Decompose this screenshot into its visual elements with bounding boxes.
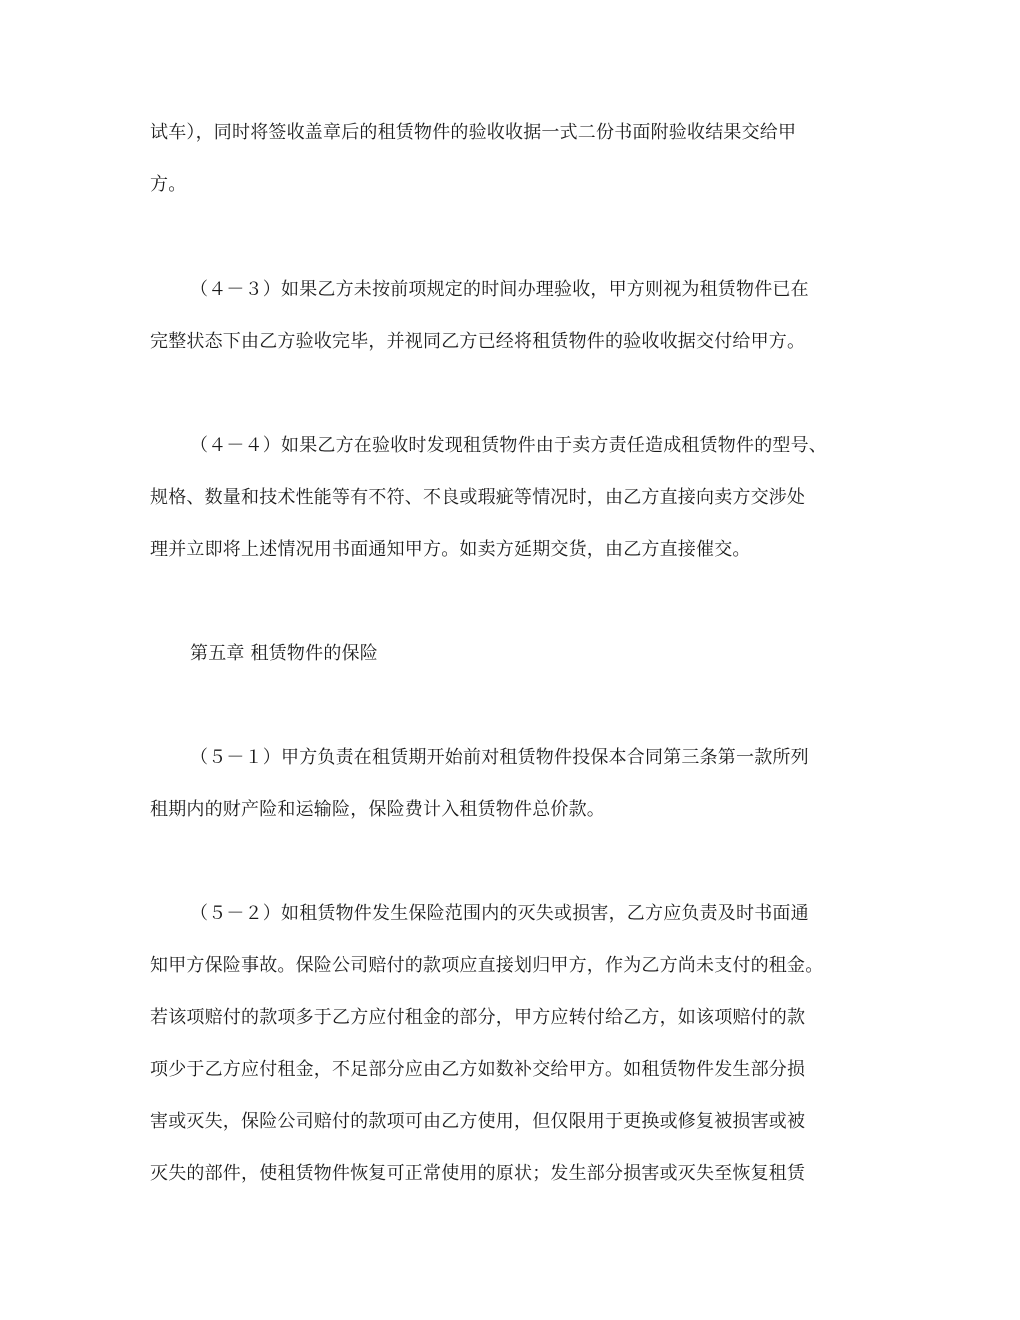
clause-4-4-line-3: 理并立即将上述情况用书面通知甲方。如卖方延期交货，由乙方直接催交。 (150, 539, 751, 560)
continuation-line-2: 方。 (150, 174, 187, 195)
clause-5-2-line-5: 害或灭失，保险公司赔付的款项可由乙方使用，但仅限用于更换或修复被损害或被 (150, 1111, 806, 1132)
chapter-5-title: 第五章 租赁物件的保险 (190, 643, 378, 664)
clause-5-2-line-6: 灭失的部件，使租赁物件恢复可正常使用的原状；发生部分损害或灭失至恢复租赁 (150, 1163, 806, 1184)
clause-5-2-line-2: 知甲方保险事故。保险公司赔付的款项应直接划归甲方，作为乙方尚未支付的租金。 (150, 955, 824, 976)
clause-5-2-line-1: （５－２）如租赁物件发生保险范围内的灭失或损害，乙方应负责及时书面通 (190, 903, 809, 924)
clause-4-4-line-1: （４－４）如果乙方在验收时发现租赁物件由于卖方责任造成租赁物件的型号、 (190, 435, 827, 456)
clause-4-3-line-1: （４－３）如果乙方未按前项规定的时间办理验收，甲方则视为租赁物件已在 (190, 279, 809, 300)
clause-5-2-line-3: 若该项赔付的款项多于乙方应付租金的部分，甲方应转付给乙方，如该项赔付的款 (150, 1007, 806, 1028)
clause-5-2-line-4: 项少于乙方应付租金，不足部分应由乙方如数补交给甲方。如租赁物件发生部分损 (150, 1059, 806, 1080)
clause-4-3-line-2: 完整状态下由乙方验收完毕，并视同乙方已经将租赁物件的验收收据交付给甲方。 (150, 331, 806, 352)
clause-5-1-line-1: （５－１）甲方负责在租赁期开始前对租赁物件投保本合同第三条第一款所列 (190, 747, 809, 768)
clause-5-1-line-2: 租期内的财产险和运输险，保险费计入租赁物件总价款。 (150, 799, 605, 820)
clause-4-4-line-2: 规格、数量和技术性能等有不符、不良或瑕疵等情况时，由乙方直接向卖方交涉处 (150, 487, 806, 508)
continuation-line-1: 试车），同时将签收盖章后的租赁物件的验收收据一式二份书面附验收结果交给甲 (150, 122, 797, 143)
